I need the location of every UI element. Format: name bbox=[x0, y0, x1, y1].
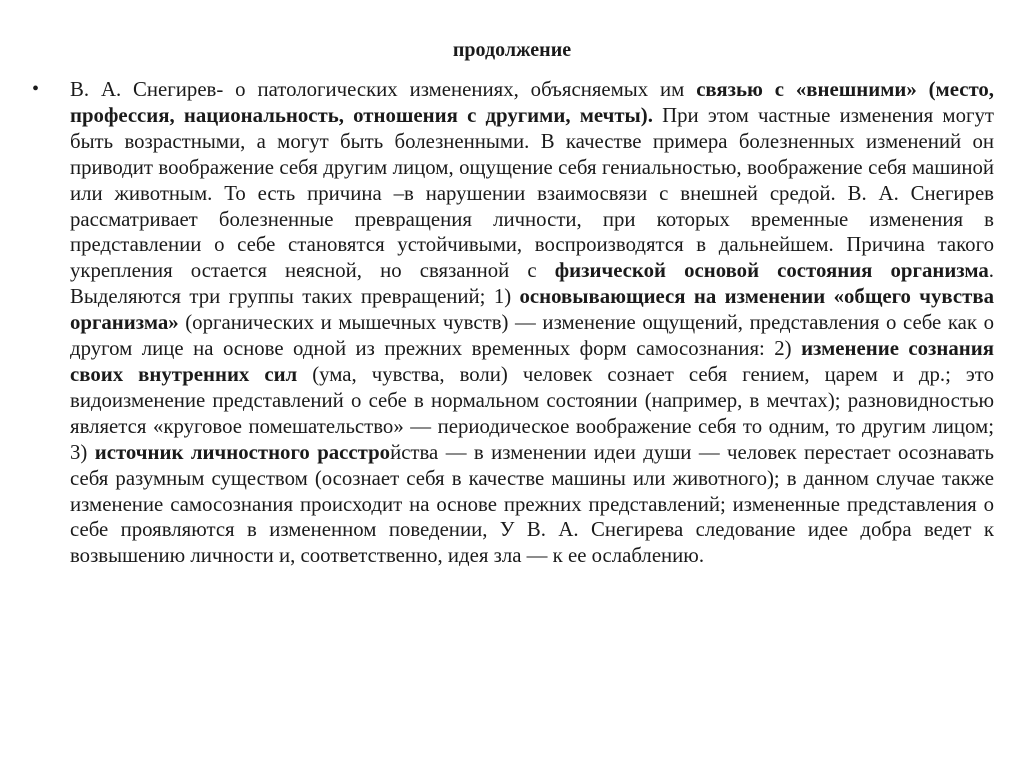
slide-title: продолжение bbox=[452, 39, 572, 61]
bullet-icon: • bbox=[32, 78, 40, 100]
bold-text-segment: связью с «внешними» (место, профессия, национальность, отношения с другими, мечты). bbox=[70, 78, 994, 127]
text-segment: йства — в изменении идеи души — человек перестает осознавать себя разумным существом (осознает себя в качестве машины или животного); в данном случае также изменение самосознания происходит на основе прежних представлений; измененные представления о себе проявляются в измененном поведении, У В. А. Снегирева следование идее добра ведет к возвышению личности и, соответственно, идея зла — к ее ослаблению. bbox=[70, 440, 994, 568]
bullet-item bbox=[32, 77, 994, 569]
text-segment: (органических и мышечных чувств) — изменение ощущений, представления о себе как о другом лице на основе одной из прежних временных форм самосознания: 2) bbox=[70, 311, 994, 361]
bold-text-segment: изменение сознания своих внутренних сил bbox=[70, 337, 994, 386]
text-segment: . Выделяются три группы таких превращений; 1) bbox=[70, 259, 994, 309]
text-segment: (ума, чувства, воли) человек сознает себя гением, царем и др.; это видоизменение представлений о себе в нормальном состоянии (например, в мечтах); разновидностью является «круговое помешательство» — периодическое воображение себя то одним, то другим лицом; 3) bbox=[70, 362, 994, 464]
text-segment: В. А. Снегирев- о патологических изменениях, объясняемых им bbox=[70, 78, 697, 101]
bold-text-segment: источник личностного расстро bbox=[94, 440, 391, 464]
text-segment: При этом частные изменения могут быть возрастными, а могут быть болезненными. В качестве примера болезненных изменений он приводит воображение себя другим лицом, ощущение себя гениальностью, воображение себя машиной или животным. То есть причина –в нарушении взаимосвязи с внешней средой. В. А. Снегирев рассматривает болезненные превращения личности, при которых временные изменения в представлении о себе становятся устойчивыми, воспроизводятся в дальнейшем. Причина такого укрепления остается неясной, но связанной с bbox=[70, 103, 994, 283]
bold-text-segment: основывающиеся на изменении «общего чувства организма» bbox=[70, 285, 994, 335]
bold-text-segment: физической основой состояния организма bbox=[554, 259, 989, 283]
bullet-paragraph bbox=[70, 77, 994, 569]
